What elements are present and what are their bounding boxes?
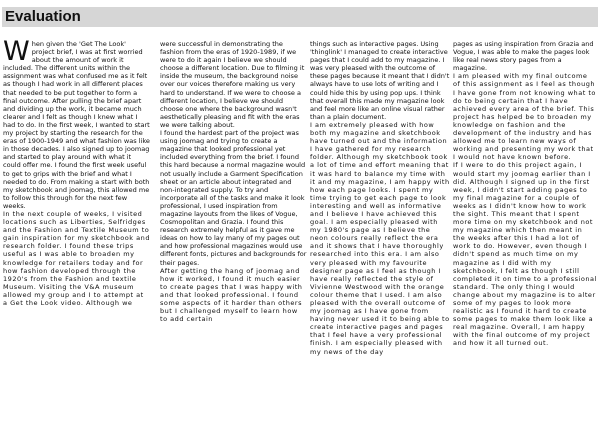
text-column-1	[3, 40, 150, 422]
text-column-2	[160, 40, 307, 422]
paragraph	[3, 40, 150, 210]
paragraph: I found the hardest part of the project was using joomag and trying to create a magazine that looked professional yet included everything from the brief. I found this hard because a normal magazine would not usually include a Garment Specification sheet or an article about integrated and non-integrated supply. To try and incorporate all of the tasks and make it look professional, I used inspiration from magazine layouts from the likes of Vogue, Cosmopolitan and Grazia. I found this research extremely helpful as it gave me ideas on how to lay many of my pages out and how professional magazines would use different fonts, pictures and backgrounds for their pages.	[160, 129, 307, 267]
page-title: Evaluation	[5, 8, 81, 25]
article-body	[3, 40, 597, 422]
paragraph: were successful in demonstrating the fashion from the eras of 1920-1989, if we were to do it again I believe we should choose a different location. Due to filming it inside the museum, the background noise over our voices therefore making us very hard to understand. If we were to choose a different location, I believe we should choose one where the background wasn't aesthetically pleasing and fit with the eras we were talking about.	[160, 40, 305, 129]
text-column-4	[453, 40, 597, 422]
paragraph-text: hen given the 'Get The Look' project brief, I was at first worried about the amount of work it included. The different units within the assignment was what confused me as it felt as though I had work in all different places that needed to be put together to form a final outcome. After pulling the brief apart and dividing up the work, it became much clearer and I felt as though I knew what I had to do. In the first week, I wanted to start my project by starting the research for the eras of 1900-1949 and what fashion was like in those decades. I also signed up to joomag and started to play around with what it could offer me. I found the first week useful to get to grips with the brief and what I needed to do. From making a start with both my sketchbook and joomag, this allowed me to follow this through for the next few weeks.	[3, 40, 150, 210]
paragraph: If I were to do this project again, I would start my joomag earlier than I did. Although I signed up in the first week, I didn't start adding pages to my final magazine for a couple of weeks as I didn't know how to work the sight. This meant that I spent more time on my sketchbook and not my magazine which then meant in the weeks after this I had a lot of work to do. However, even though I didn't spend as much time on my magazine as I did with my sketchbook, I felt as though I still completed it on time to a professional standard. The only thing I would change about my magazine is to alter some of my pages to look more realistic as I found it hard to create some pages to make them look like a real magazine. Overall, I am happy with the final outcome of my project and how it all turned out.	[453, 161, 597, 348]
paragraph: I am pleased with my final outcome of this assignment as I feel as though I have gone from not knowing what to do to being certain that I have achieved every area of the brief. This project has helped be to broaden my knowledge on fashion and the development of the industry and has allowed me to learn new ways of working and presenting my work that I would not have known before.	[453, 72, 596, 162]
paragraph: In the next couple of weeks, I visited locations such as Liberties, Selfridges and the Fashion and Textile Museum to gain inspiration for my sketchbook and research folder. I found these trips useful as I was able to broaden my knowledge for retailers today and for how fashion developed through the 1920's from the Fashion and textile Museum. Visiting the V&A museum allowed my group and I to attempt at a Get the Look video. Although we	[3, 209, 150, 307]
paragraph: I am extremely pleased with how both my magazine and sketchbook have turned out and the information I have gathered for my research folder. Although my sketchbook took a lot of time and effort meaning that it was hard to balance my time with it and my magazine, I am happy with how each page looks. I spent my time trying to get each page to look interesting and well as informative and I believe I have achieved this goal. I am especially pleased with my 1980's page as I believe the neon colours really reflect the era and it shows that I have thoroughly researched into this era. I am also very pleased with my favourite designer page as I feel as though I have really reflected the style of Vivienne Westwood with the orange colour theme that I used. I am also pleased with the overall outcome of my joomag as I have gone from having never used it to being able to create interactive pages and pages that I feel have a very professional finish. I am especially pleased with my news of the day	[310, 120, 450, 356]
header-bar	[2, 7, 598, 27]
drop-cap: W	[3, 40, 30, 67]
paragraph: things such as interactive pages. Using 'thinglink' I managed to create interactive pages that I could add to my magazine. I was very pleased with the outcome of these pages because it meant that I didn't always have to use lots of writing and I could hide this by using pop ups. I think that overall this made my magazine look and feel more like an online visual rather than a plain document.	[310, 40, 450, 121]
paragraph: After getting the hang of joomag and how it worked, I found it much easier to create pages that I was happy with and that looked professional. I found some aspects of it harder than others but I challenged myself to learn how to add certain	[160, 266, 303, 324]
paragraph: pages as using inspiration from Grazia and Vogue, I was able to make the pages look like real news story pages from a magazine.	[453, 40, 594, 73]
text-column-3	[310, 40, 450, 422]
page-header	[0, 0, 600, 32]
